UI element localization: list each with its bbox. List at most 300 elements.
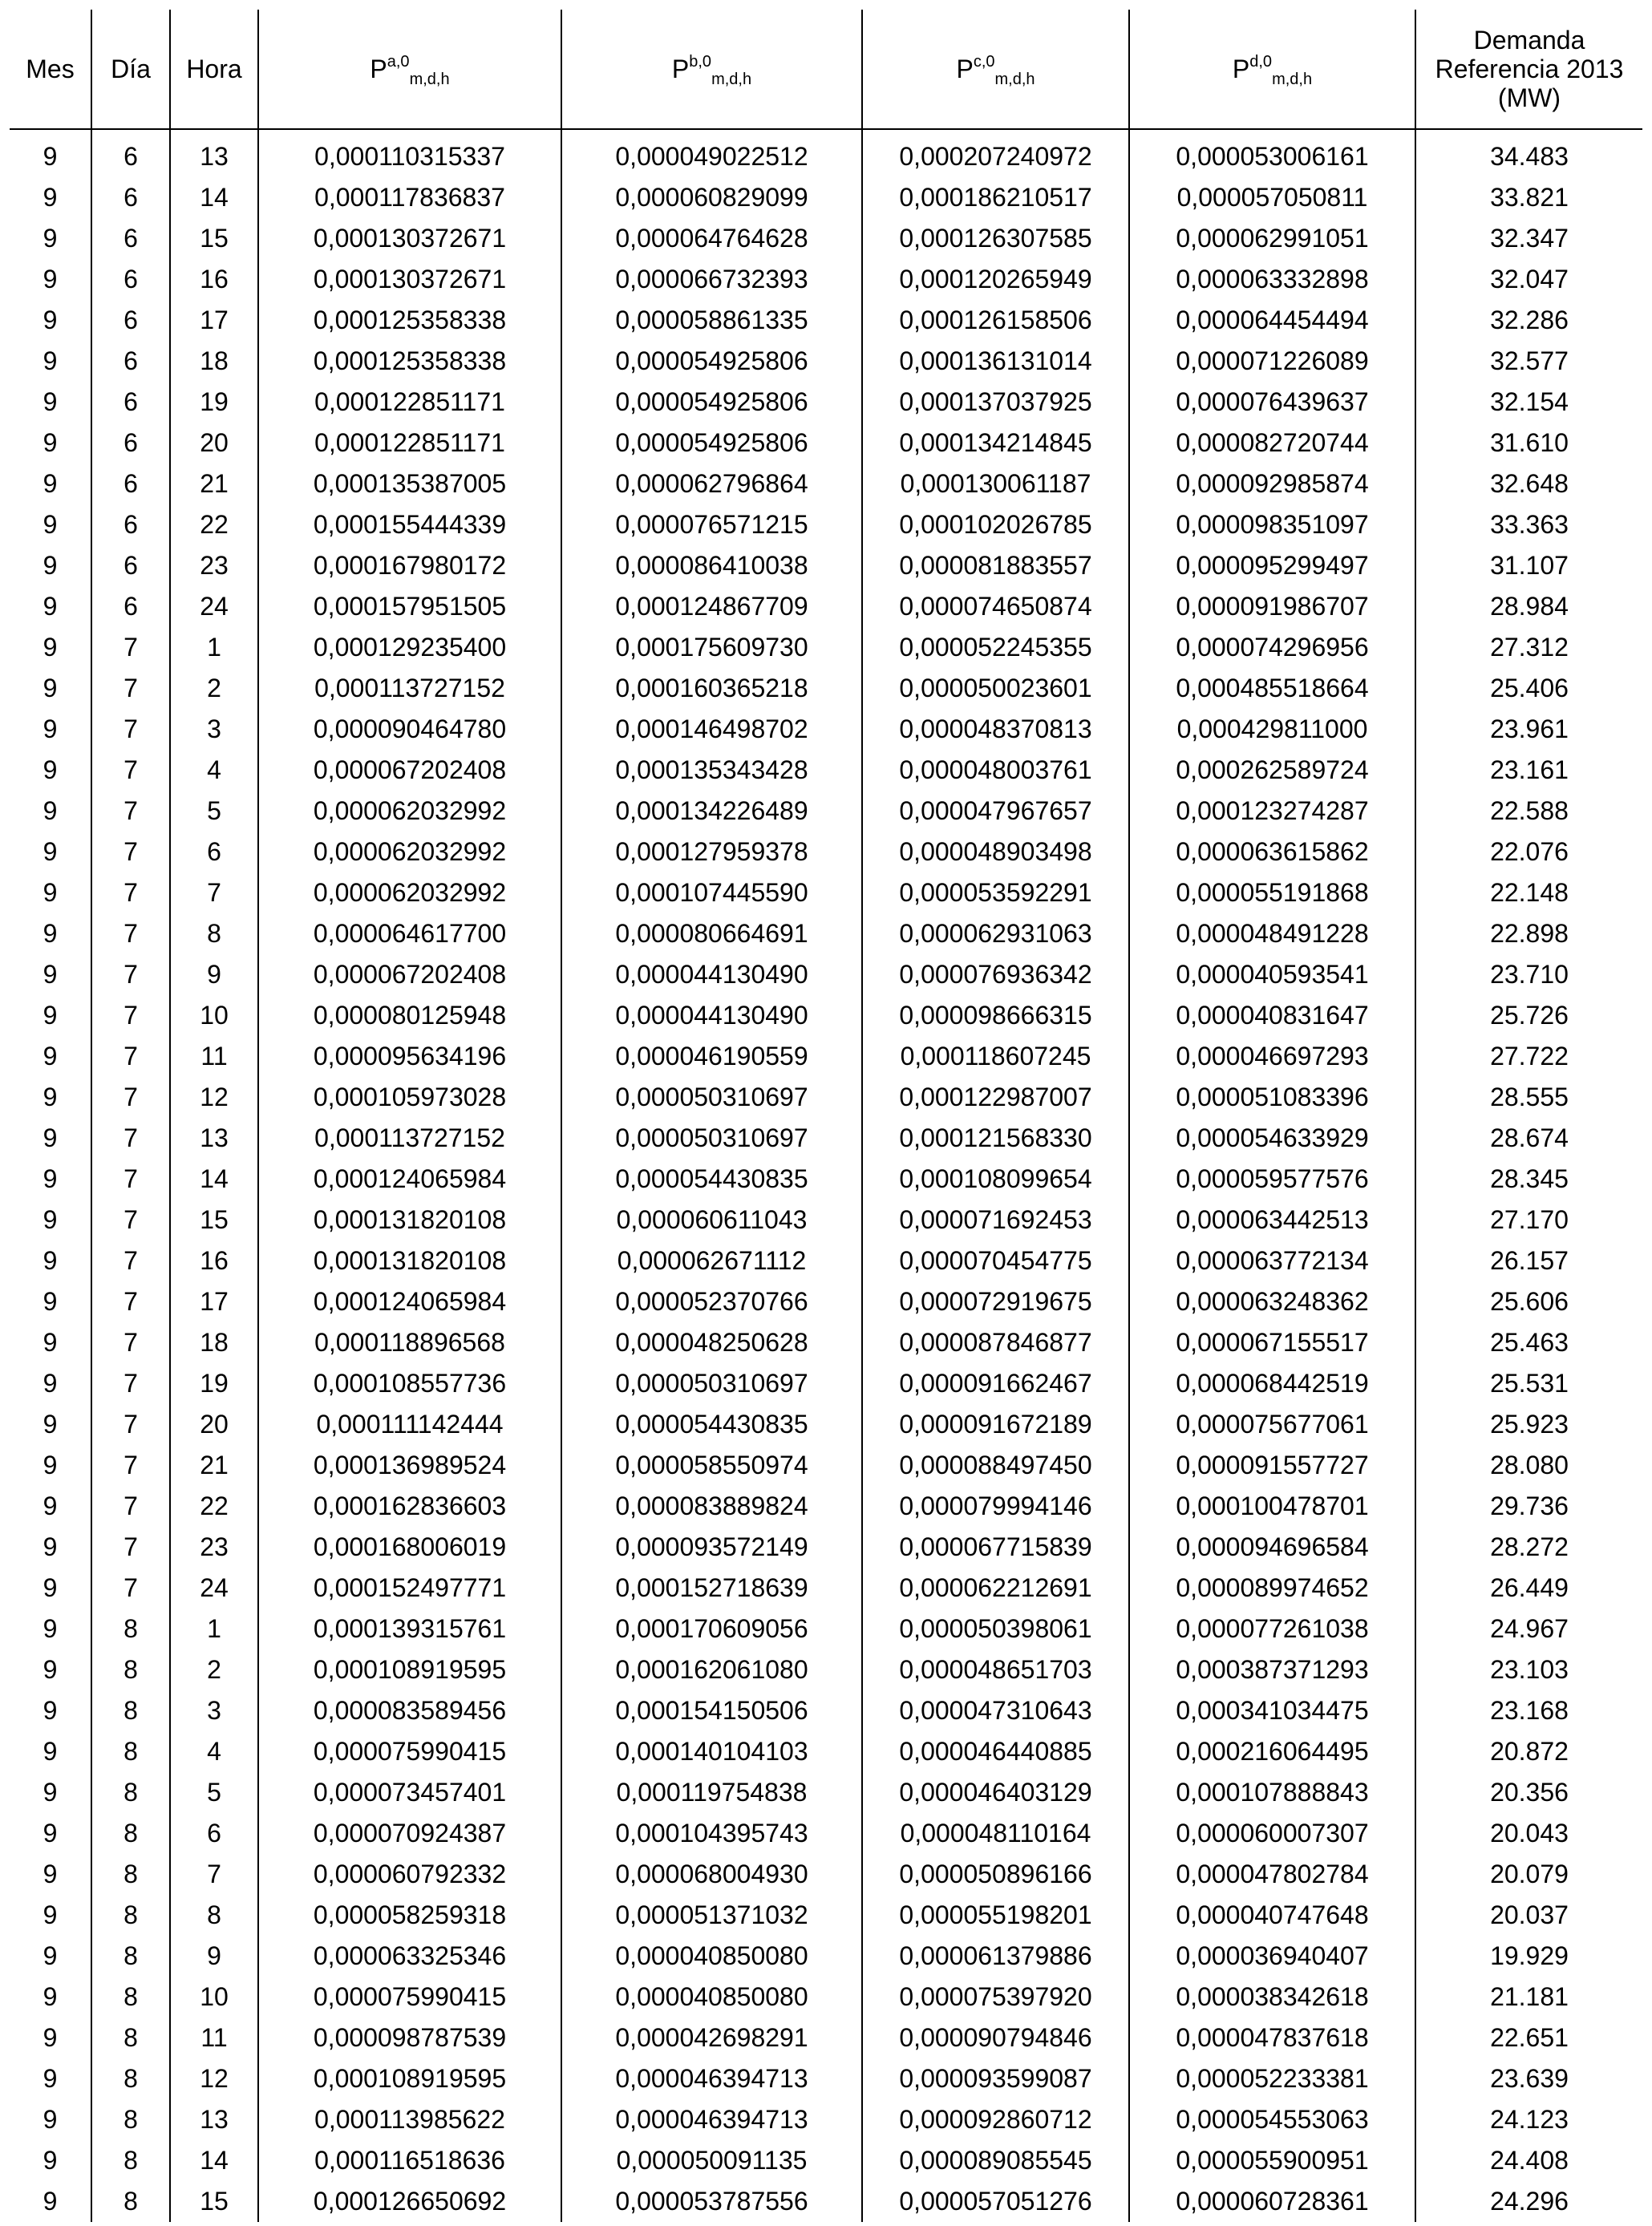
cell-demanda: 27.312 [1415, 627, 1642, 668]
header-pd-base: P [1232, 55, 1250, 83]
cell-demanda: 22.588 [1415, 791, 1642, 832]
cell-hora: 18 [170, 1322, 258, 1363]
cell-pd: 0,000057050811 [1129, 177, 1415, 218]
cell-pc: 0,000076936342 [862, 954, 1129, 995]
cell-mes: 9 [43, 1778, 58, 1807]
cell-pc: 0,000055198201 [862, 1895, 1129, 1936]
spacer-row [10, 129, 1642, 136]
cell-pc: 0,000186210517 [862, 177, 1129, 218]
cell-mes: 9 [43, 142, 58, 171]
cell-pa: 0,000125358338 [258, 300, 561, 341]
cell-pa: 0,000139315761 [258, 1609, 561, 1649]
table-row [10, 1936, 1642, 1977]
table-row [10, 627, 1642, 668]
cell-pa: 0,000152497771 [258, 1568, 561, 1609]
cell-pa: 0,000108919595 [258, 1649, 561, 1690]
cell-hora: 23 [170, 545, 258, 586]
cell-pa: 0,000067202408 [258, 750, 561, 791]
cell-hora: 24 [170, 1568, 258, 1609]
cell-dia: 7 [91, 750, 170, 791]
cell-dia: 8 [91, 1977, 170, 2018]
cell-pb: 0,000040850080 [561, 1936, 862, 1977]
table-row [10, 1977, 1642, 2018]
cell-pd: 0,000054633929 [1129, 1118, 1415, 1159]
cell-pd: 0,000123274287 [1129, 791, 1415, 832]
cell-pd: 0,000055191868 [1129, 872, 1415, 913]
cell-pd: 0,000036940407 [1129, 1936, 1415, 1977]
cell-mes: 9 [43, 1001, 58, 1030]
header-pb-base: P [671, 55, 690, 83]
cell-pd: 0,000387371293 [1129, 1649, 1415, 1690]
cell-hora: 15 [170, 2181, 258, 2222]
table-row [10, 1159, 1642, 1200]
cell-pb: 0,000160365218 [561, 668, 862, 709]
table-row [10, 2018, 1642, 2058]
cell-dia: 7 [91, 1404, 170, 1445]
cell-demanda: 25.726 [1415, 995, 1642, 1036]
cell-pb: 0,000054430835 [561, 1404, 862, 1445]
cell-pc: 0,000070454775 [862, 1240, 1129, 1281]
cell-dia: 8 [91, 2058, 170, 2099]
cell-hora: 12 [170, 2058, 258, 2099]
cell-dia: 8 [91, 2018, 170, 2058]
cell-pa: 0,000058259318 [258, 1895, 561, 1936]
cell-pa: 0,000063325346 [258, 1936, 561, 1977]
cell-pc: 0,000048903498 [862, 832, 1129, 872]
cell-dia: 6 [91, 341, 170, 382]
table-row [10, 259, 1642, 300]
cell-demanda: 25.606 [1415, 1281, 1642, 1322]
cell-pb: 0,000050310697 [561, 1363, 862, 1404]
cell-pc: 0,000102026785 [862, 504, 1129, 545]
cell-hora: 16 [170, 259, 258, 300]
cell-pb: 0,000119754838 [561, 1772, 862, 1813]
table-row [10, 791, 1642, 832]
cell-hora: 17 [170, 1281, 258, 1322]
cell-pb: 0,000042698291 [561, 2018, 862, 2058]
table-row [10, 1240, 1642, 1281]
cell-mes: 9 [43, 1982, 58, 2011]
cell-dia: 7 [91, 1159, 170, 1200]
header-pd-sub: m,d,h [1272, 71, 1313, 88]
header-hora: Hora [170, 10, 258, 129]
cell-pd: 0,000055900951 [1129, 2140, 1415, 2181]
cell-pb: 0,000134226489 [561, 791, 862, 832]
table-row [10, 2058, 1642, 2099]
cell-dia: 7 [91, 1568, 170, 1609]
cell-pa: 0,000108919595 [258, 2058, 561, 2099]
cell-pb: 0,000127959378 [561, 832, 862, 872]
cell-pa: 0,000155444339 [258, 504, 561, 545]
cell-demanda: 34.483 [1415, 136, 1642, 177]
cell-demanda: 20.356 [1415, 1772, 1642, 1813]
cell-pc: 0,000090794846 [862, 2018, 1129, 2058]
cell-pd: 0,000040593541 [1129, 954, 1415, 995]
cell-demanda: 32.286 [1415, 300, 1642, 341]
cell-demanda: 22.651 [1415, 2018, 1642, 2058]
cell-pb: 0,000107445590 [561, 872, 862, 913]
cell-demanda: 22.148 [1415, 872, 1642, 913]
cell-pb: 0,000049022512 [561, 136, 862, 177]
cell-pb: 0,000124867709 [561, 586, 862, 627]
header-pb [561, 10, 862, 129]
cell-pc: 0,000067715839 [862, 1527, 1129, 1568]
cell-pd: 0,000063332898 [1129, 259, 1415, 300]
cell-pa: 0,000125358338 [258, 341, 561, 382]
cell-hora: 23 [170, 1527, 258, 1568]
cell-pc: 0,000074650874 [862, 586, 1129, 627]
cell-pb: 0,000152718639 [561, 1568, 862, 1609]
cell-mes: 9 [43, 183, 58, 212]
cell-pa: 0,000130372671 [258, 218, 561, 259]
cell-mes: 9 [43, 306, 58, 334]
cell-pd: 0,000092985874 [1129, 463, 1415, 504]
cell-hora: 18 [170, 341, 258, 382]
cell-dia: 7 [91, 1527, 170, 1568]
cell-pb: 0,000058861335 [561, 300, 862, 341]
table-row [10, 1609, 1642, 1649]
cell-hora: 14 [170, 2140, 258, 2181]
cell-hora: 9 [170, 954, 258, 995]
cell-pb: 0,000054925806 [561, 341, 862, 382]
cell-mes: 9 [43, 1900, 58, 1929]
cell-dia: 7 [91, 791, 170, 832]
cell-hora: 4 [170, 1731, 258, 1772]
cell-demanda: 22.898 [1415, 913, 1642, 954]
cell-demanda: 25.531 [1415, 1363, 1642, 1404]
cell-hora: 21 [170, 463, 258, 504]
table-row [10, 913, 1642, 954]
table-row [10, 1813, 1642, 1854]
table-row [10, 586, 1642, 627]
cell-mes: 9 [43, 919, 58, 948]
table-row [10, 423, 1642, 463]
cell-pa: 0,000116518636 [258, 2140, 561, 2181]
cell-mes: 9 [43, 755, 58, 784]
cell-pa: 0,000117836837 [258, 177, 561, 218]
header-pc-base: P [956, 55, 974, 83]
cell-dia: 8 [91, 1731, 170, 1772]
cell-pb: 0,000068004930 [561, 1854, 862, 1895]
table-row [10, 832, 1642, 872]
cell-dia: 6 [91, 423, 170, 463]
cell-pd: 0,000052233381 [1129, 2058, 1415, 2099]
cell-pc: 0,000050398061 [862, 1609, 1129, 1649]
cell-mes: 9 [43, 1696, 58, 1725]
cell-mes: 9 [43, 1042, 58, 1071]
cell-hora: 20 [170, 1404, 258, 1445]
cell-demanda: 26.157 [1415, 1240, 1642, 1281]
cell-mes: 9 [43, 714, 58, 743]
cell-hora: 13 [170, 136, 258, 177]
cell-pb: 0,000050310697 [561, 1118, 862, 1159]
cell-mes: 9 [43, 1860, 58, 1888]
table-row [10, 1568, 1642, 1609]
cell-pc: 0,000048110164 [862, 1813, 1129, 1854]
cell-mes: 9 [43, 2146, 58, 2175]
cell-demanda: 24.296 [1415, 2181, 1642, 2222]
cell-pb: 0,000062796864 [561, 463, 862, 504]
table-row [10, 1404, 1642, 1445]
cell-pc: 0,000091662467 [862, 1363, 1129, 1404]
cell-pd: 0,000071226089 [1129, 341, 1415, 382]
cell-dia: 8 [91, 2140, 170, 2181]
cell-pb: 0,000040850080 [561, 1977, 862, 2018]
header-pa-sup: a,0 [387, 53, 410, 71]
cell-pc: 0,000048651703 [862, 1649, 1129, 1690]
cell-hora: 24 [170, 586, 258, 627]
cell-dia: 7 [91, 995, 170, 1036]
table-row [10, 1690, 1642, 1731]
cell-dia: 7 [91, 1200, 170, 1240]
cell-hora: 7 [170, 872, 258, 913]
cell-demanda: 23.710 [1415, 954, 1642, 995]
cell-pb: 0,000170609056 [561, 1609, 862, 1649]
cell-pd: 0,000091986707 [1129, 586, 1415, 627]
cell-pb: 0,000050091135 [561, 2140, 862, 2181]
table-row [10, 1649, 1642, 1690]
cell-dia: 8 [91, 1854, 170, 1895]
cell-pb: 0,000058550974 [561, 1445, 862, 1486]
cell-pb: 0,000048250628 [561, 1322, 862, 1363]
cell-pb: 0,000044130490 [561, 995, 862, 1036]
cell-pb: 0,000135343428 [561, 750, 862, 791]
cell-dia: 6 [91, 586, 170, 627]
cell-pd: 0,000068442519 [1129, 1363, 1415, 1404]
cell-pc: 0,000079994146 [862, 1486, 1129, 1527]
cell-demanda: 32.047 [1415, 259, 1642, 300]
cell-pd: 0,000048491228 [1129, 913, 1415, 954]
table-row [10, 1118, 1642, 1159]
cell-demanda: 28.674 [1415, 1118, 1642, 1159]
cell-dia: 7 [91, 1118, 170, 1159]
cell-demanda: 32.648 [1415, 463, 1642, 504]
cell-dia: 7 [91, 1281, 170, 1322]
cell-pc: 0,000072919675 [862, 1281, 1129, 1322]
cell-pb: 0,000054925806 [561, 423, 862, 463]
header-pd-sup: d,0 [1249, 53, 1273, 71]
cell-pc: 0,000121568330 [862, 1118, 1129, 1159]
cell-pc: 0,000126307585 [862, 218, 1129, 259]
cell-pc: 0,000061379886 [862, 1936, 1129, 1977]
cell-pc: 0,000122987007 [862, 1077, 1129, 1118]
table-row [10, 2099, 1642, 2140]
cell-hora: 19 [170, 1363, 258, 1404]
cell-dia: 6 [91, 504, 170, 545]
cell-demanda: 31.107 [1415, 545, 1642, 586]
cell-dia: 8 [91, 1609, 170, 1649]
cell-hora: 22 [170, 1486, 258, 1527]
cell-pc: 0,000050023601 [862, 668, 1129, 709]
cell-pc: 0,000047967657 [862, 791, 1129, 832]
cell-pa: 0,000064617700 [258, 913, 561, 954]
table-row [10, 872, 1642, 913]
cell-demanda: 31.610 [1415, 423, 1642, 463]
cell-dia: 7 [91, 1445, 170, 1486]
cell-demanda: 32.347 [1415, 218, 1642, 259]
cell-pa: 0,000113727152 [258, 668, 561, 709]
cell-pd: 0,000075677061 [1129, 1404, 1415, 1445]
cell-pa: 0,000110315337 [258, 136, 561, 177]
table-row [10, 1036, 1642, 1077]
cell-pc: 0,000098666315 [862, 995, 1129, 1036]
cell-demanda: 20.079 [1415, 1854, 1642, 1895]
cell-pd: 0,000067155517 [1129, 1322, 1415, 1363]
cell-demanda: 22.076 [1415, 832, 1642, 872]
cell-pc: 0,000092860712 [862, 2099, 1129, 2140]
cell-pc: 0,000075397920 [862, 1977, 1129, 2018]
cell-dia: 6 [91, 218, 170, 259]
cell-pb: 0,000162061080 [561, 1649, 862, 1690]
cell-demanda: 28.984 [1415, 586, 1642, 627]
cell-pb: 0,000080664691 [561, 913, 862, 954]
cell-hora: 11 [170, 2018, 258, 2058]
cell-pa: 0,000136989524 [258, 1445, 561, 1486]
cell-demanda: 25.463 [1415, 1322, 1642, 1363]
cell-dia: 7 [91, 1240, 170, 1281]
cell-dia: 6 [91, 136, 170, 177]
cell-pa: 0,000062032992 [258, 872, 561, 913]
cell-demanda: 27.722 [1415, 1036, 1642, 1077]
cell-mes: 9 [43, 1164, 58, 1193]
cell-pb: 0,000051371032 [561, 1895, 862, 1936]
cell-pd: 0,000051083396 [1129, 1077, 1415, 1118]
cell-pa: 0,000070924387 [258, 1813, 561, 1854]
cell-pb: 0,000086410038 [561, 545, 862, 586]
cell-mes: 9 [43, 1737, 58, 1766]
data-table [10, 10, 1642, 2222]
cell-pd: 0,000216064495 [1129, 1731, 1415, 1772]
cell-demanda: 25.406 [1415, 668, 1642, 709]
header-pa-sub: m,d,h [409, 71, 450, 88]
cell-pa: 0,000157951505 [258, 586, 561, 627]
cell-hora: 9 [170, 1936, 258, 1977]
cell-mes: 9 [43, 1941, 58, 1970]
cell-mes: 9 [43, 796, 58, 825]
cell-mes: 9 [43, 428, 58, 457]
cell-pb: 0,000050310697 [561, 1077, 862, 1118]
cell-hora: 4 [170, 750, 258, 791]
table-row [10, 1445, 1642, 1486]
cell-mes: 9 [43, 1410, 58, 1439]
cell-pd: 0,000038342618 [1129, 1977, 1415, 2018]
cell-pc: 0,000053592291 [862, 872, 1129, 913]
cell-pc: 0,000207240972 [862, 136, 1129, 177]
cell-hora: 14 [170, 1159, 258, 1200]
table-row [10, 1772, 1642, 1813]
cell-mes: 9 [43, 2064, 58, 2093]
cell-pb: 0,000076571215 [561, 504, 862, 545]
cell-pb: 0,000104395743 [561, 1813, 862, 1854]
cell-pa: 0,000131820108 [258, 1200, 561, 1240]
cell-pd: 0,000341034475 [1129, 1690, 1415, 1731]
table-row [10, 1486, 1642, 1527]
cell-dia: 7 [91, 627, 170, 668]
table-row [10, 668, 1642, 709]
cell-demanda: 32.154 [1415, 382, 1642, 423]
cell-pc: 0,000120265949 [862, 259, 1129, 300]
cell-mes: 9 [43, 1083, 58, 1111]
cell-mes: 9 [43, 469, 58, 498]
cell-pa: 0,000124065984 [258, 1281, 561, 1322]
cell-dia: 6 [91, 545, 170, 586]
header-pd [1129, 10, 1415, 129]
cell-hora: 5 [170, 1772, 258, 1813]
cell-pd: 0,000485518664 [1129, 668, 1415, 709]
cell-hora: 8 [170, 1895, 258, 1936]
cell-demanda: 26.449 [1415, 1568, 1642, 1609]
cell-mes: 9 [43, 1246, 58, 1275]
table-row [10, 504, 1642, 545]
cell-mes: 9 [43, 346, 58, 375]
cell-hora: 14 [170, 177, 258, 218]
cell-pb: 0,000062671112 [561, 1240, 862, 1281]
cell-pb: 0,000044130490 [561, 954, 862, 995]
cell-pd: 0,000063615862 [1129, 832, 1415, 872]
cell-demanda: 28.272 [1415, 1527, 1642, 1568]
cell-mes: 9 [43, 1451, 58, 1479]
cell-pc: 0,000126158506 [862, 300, 1129, 341]
cell-demanda: 29.736 [1415, 1486, 1642, 1527]
cell-hora: 10 [170, 1977, 258, 2018]
cell-pa: 0,000067202408 [258, 954, 561, 995]
table-row [10, 1854, 1642, 1895]
cell-pa: 0,000062032992 [258, 791, 561, 832]
cell-pd: 0,000077261038 [1129, 1609, 1415, 1649]
cell-pc: 0,000071692453 [862, 1200, 1129, 1240]
cell-hora: 21 [170, 1445, 258, 1486]
cell-dia: 7 [91, 1077, 170, 1118]
cell-pc: 0,000118607245 [862, 1036, 1129, 1077]
cell-pc: 0,000137037925 [862, 382, 1129, 423]
cell-mes: 9 [43, 1655, 58, 1684]
cell-dia: 7 [91, 832, 170, 872]
cell-pd: 0,000107888843 [1129, 1772, 1415, 1813]
cell-pa: 0,000105973028 [258, 1077, 561, 1118]
cell-hora: 12 [170, 1077, 258, 1118]
cell-dia: 7 [91, 1036, 170, 1077]
cell-dia: 6 [91, 382, 170, 423]
cell-dia: 7 [91, 1322, 170, 1363]
cell-pa: 0,000126650692 [258, 2181, 561, 2222]
cell-pd: 0,000047837618 [1129, 2018, 1415, 2058]
cell-pb: 0,000054925806 [561, 382, 862, 423]
cell-mes: 9 [43, 1328, 58, 1357]
table-row [10, 1200, 1642, 1240]
cell-pd: 0,000063248362 [1129, 1281, 1415, 1322]
cell-hora: 6 [170, 832, 258, 872]
cell-pd: 0,000059577576 [1129, 1159, 1415, 1200]
cell-pb: 0,000093572149 [561, 1527, 862, 1568]
cell-pc: 0,000048370813 [862, 709, 1129, 750]
cell-pb: 0,000046190559 [561, 1036, 862, 1077]
cell-pa: 0,000090464780 [258, 709, 561, 750]
cell-pc: 0,000134214845 [862, 423, 1129, 463]
cell-pa: 0,000168006019 [258, 1527, 561, 1568]
cell-pb: 0,000053787556 [561, 2181, 862, 2222]
table-row [10, 954, 1642, 995]
header-pc-sub: m,d,h [994, 71, 1035, 88]
cell-demanda: 20.872 [1415, 1731, 1642, 1772]
cell-dia: 8 [91, 1690, 170, 1731]
cell-pc: 0,000050896166 [862, 1854, 1129, 1895]
cell-demanda: 28.345 [1415, 1159, 1642, 1200]
cell-pd: 0,000074296956 [1129, 627, 1415, 668]
cell-pc: 0,000091672189 [862, 1404, 1129, 1445]
cell-mes: 9 [43, 551, 58, 580]
cell-mes: 9 [43, 837, 58, 866]
table-row [10, 2181, 1642, 2222]
